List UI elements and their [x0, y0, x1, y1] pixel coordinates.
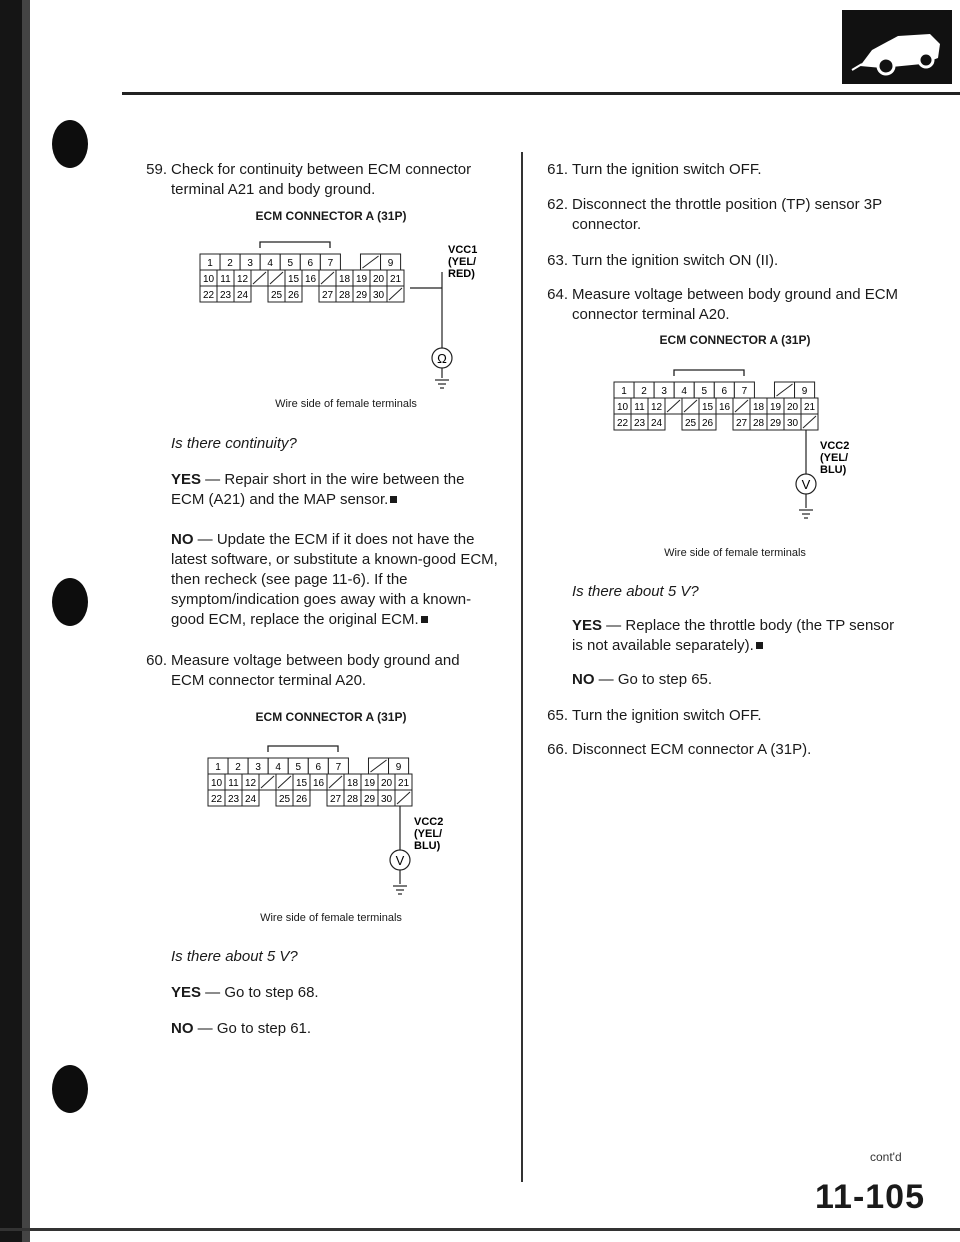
pin-number: 30	[372, 290, 385, 301]
pin-number: 5	[701, 386, 708, 397]
connector-lock-tab	[674, 370, 744, 376]
yes-branch: YES — Replace the throttle body (the TP sensor is not available separately).	[572, 617, 895, 654]
ecm-connector-diagram-a21	[190, 232, 480, 382]
wire-label-line1: VCC2	[820, 440, 850, 452]
pin-number: 15	[295, 778, 308, 789]
wire-label-line3: BLU)	[414, 840, 441, 852]
meter-symbol: V	[395, 853, 405, 868]
step-63	[547, 251, 912, 271]
punch-hole-middle	[52, 578, 88, 626]
page-number: 11-105	[815, 1178, 925, 1216]
pin-number: 10	[202, 274, 215, 285]
pin-number: 27	[735, 418, 748, 429]
pin-number: 9	[387, 258, 394, 269]
punch-hole-top	[52, 120, 88, 168]
figure-title: ECM CONNECTOR A (31P)	[255, 710, 407, 724]
connector-lock-tab	[260, 242, 330, 248]
section-car-icon	[842, 10, 952, 84]
pin-number: 23	[227, 794, 240, 805]
footer-rule	[0, 1228, 960, 1231]
pin-number: 24	[244, 794, 257, 805]
pin-number: 26	[701, 418, 714, 429]
yes-label: YES	[171, 471, 202, 488]
step-text: Check for continuity between ECM connector terminal A21 and body ground.	[171, 161, 472, 198]
yes-text: Replace the throttle body (the TP sensor is not available separately).	[572, 617, 895, 654]
pin-number: 7	[327, 258, 334, 269]
wire-label-line3: RED)	[448, 268, 475, 280]
end-mark-icon	[756, 642, 763, 649]
no-branch: NO — Update the ECM if it does not have the latest software, or substitute a known-good ECM, then recheck (see page 11-6). If the symptom/indication goes away with a known-good ECM, replace the original ECM.	[171, 531, 498, 628]
pin-number: 21	[389, 274, 402, 285]
pin-number: 4	[267, 258, 273, 269]
pin-number: 12	[650, 402, 663, 413]
no-text: Go to step 65.	[617, 671, 713, 688]
step-text: Disconnect ECM connector A (31P).	[572, 741, 812, 758]
pin-number: 3	[255, 762, 261, 773]
step-text: Disconnect the throttle position (TP) sensor 3P connector.	[572, 196, 882, 233]
yes-branch: YES — Repair short in the wire between the ECM (A21) and the MAP sensor.	[171, 471, 465, 508]
step-number: 59.	[146, 161, 167, 178]
no-text: Go to step 61.	[216, 1020, 312, 1037]
binder-strip	[22, 0, 30, 1242]
pin-number: 2	[227, 258, 233, 269]
pin-number: 25	[684, 418, 697, 429]
wire-label-line2: (YEL/	[414, 828, 443, 840]
figure-title: ECM CONNECTOR A (31P)	[659, 333, 811, 347]
ecm-connector-diagram-a20	[198, 738, 478, 888]
pin-number: 21	[803, 402, 816, 413]
figure-note: Wire side of female terminals	[664, 547, 806, 559]
end-mark-icon	[421, 616, 428, 623]
yes-label: YES	[572, 617, 603, 634]
step-number: 63.	[547, 252, 568, 269]
ground-symbol-icon	[432, 378, 452, 392]
pin-number: 24	[650, 418, 663, 429]
pin-number: 5	[295, 762, 302, 773]
pin-number: 26	[295, 794, 308, 805]
question-text: Is there about 5 V?	[171, 948, 298, 965]
pin-number: 11	[220, 274, 231, 285]
wire-label-line1: VCC2	[414, 816, 444, 828]
step-text: Measure voltage between body ground and ECM connector terminal A20.	[572, 286, 899, 323]
pin-number: 10	[616, 402, 629, 413]
ground-symbol-icon	[796, 508, 816, 522]
step-text: Measure voltage between body ground and ECM connector terminal A20.	[171, 652, 460, 689]
no-label: NO	[171, 531, 194, 548]
column-divider	[521, 152, 523, 1182]
step-text: Turn the ignition switch ON (II).	[572, 252, 779, 269]
pin-number: 18	[346, 778, 359, 789]
wire-label-line3: BLU)	[820, 464, 847, 476]
step-number: 61.	[547, 161, 568, 178]
pin-number: 4	[681, 386, 687, 397]
figure-note: Wire side of female terminals	[275, 398, 417, 410]
pin-number: 2	[641, 386, 647, 397]
pin-number: 30	[380, 794, 393, 805]
pin-number: 16	[718, 402, 731, 413]
pin-number: 18	[338, 274, 351, 285]
pin-number: 29	[769, 418, 782, 429]
no-text: Update the ECM if it does not have the latest software, or substitute a known-good ECM, then recheck (see page 11-6). If the symptom/indication goes away with a known-good ECM, replace the original ECM.	[171, 531, 498, 628]
pin-number: 11	[228, 778, 239, 789]
pin-number: 24	[236, 290, 249, 301]
pin-number: 6	[721, 386, 728, 397]
connector-lock-tab	[268, 746, 338, 752]
yes-text: Repair short in the wire between the ECM (A21) and the MAP sensor.	[171, 471, 465, 508]
step-number: 62.	[547, 196, 568, 213]
pin-number: 21	[397, 778, 410, 789]
yes-label: YES	[171, 984, 202, 1001]
step-65	[547, 706, 912, 726]
question-text: Is there continuity?	[171, 435, 297, 452]
yes-branch: YES — Go to step 68.	[171, 984, 319, 1001]
pin-number: 29	[363, 794, 376, 805]
pin-number: 16	[312, 778, 325, 789]
header-rule	[122, 92, 960, 95]
punch-hole-bottom	[52, 1065, 88, 1113]
pin-number: 20	[372, 274, 385, 285]
pin-number: 18	[752, 402, 765, 413]
no-label: NO	[572, 671, 595, 688]
pin-number: 23	[219, 290, 232, 301]
yes-text: Go to step 68.	[224, 984, 319, 1001]
continued-label: cont'd	[870, 1150, 902, 1164]
pin-number: 25	[270, 290, 283, 301]
pin-number: 28	[752, 418, 765, 429]
step-number: 66.	[547, 741, 568, 758]
pin-number: 28	[346, 794, 359, 805]
step-number: 60.	[146, 652, 167, 669]
pin-number: 12	[244, 778, 257, 789]
no-branch: NO — Go to step 65.	[572, 671, 713, 688]
question-text: Is there about 5 V?	[572, 583, 699, 600]
ecm-connector-diagram-tp	[604, 362, 884, 512]
connector-grid	[208, 746, 412, 806]
no-branch: NO — Go to step 61.	[171, 1020, 312, 1037]
pin-number: 1	[215, 762, 221, 773]
pin-number: 3	[661, 386, 667, 397]
pin-number: 2	[235, 762, 241, 773]
step-text: Turn the ignition switch OFF.	[572, 161, 762, 178]
wire-label-line2: (YEL/	[820, 452, 849, 464]
step-60	[146, 651, 496, 691]
pin-number: 22	[202, 290, 215, 301]
pin-number: 16	[304, 274, 317, 285]
pin-number: 5	[287, 258, 294, 269]
step-64	[547, 285, 912, 325]
meter-symbol: Ω	[437, 351, 447, 366]
pin-number: 6	[307, 258, 314, 269]
pin-number: 9	[801, 386, 808, 397]
pin-number: 22	[210, 794, 223, 805]
ground-symbol-icon	[390, 884, 410, 898]
connector-grid	[614, 370, 818, 430]
wire-label-line1: VCC1	[448, 244, 478, 256]
wire-label-line2: (YEL/	[448, 256, 477, 268]
figure-title: ECM CONNECTOR A (31P)	[255, 209, 407, 223]
pin-number: 7	[741, 386, 748, 397]
pin-number: 9	[395, 762, 402, 773]
binder-edge	[0, 0, 22, 1242]
pin-number: 11	[634, 402, 645, 413]
pin-number: 19	[769, 402, 782, 413]
pin-number: 20	[786, 402, 799, 413]
step-62	[547, 195, 912, 235]
pin-number: 15	[701, 402, 714, 413]
pin-number: 28	[338, 290, 351, 301]
step-text: Turn the ignition switch OFF.	[572, 707, 762, 724]
pin-number: 19	[363, 778, 376, 789]
pin-number: 27	[329, 794, 342, 805]
pin-number: 23	[633, 418, 646, 429]
step-59	[146, 160, 496, 200]
pin-number: 19	[355, 274, 368, 285]
pin-number: 1	[621, 386, 627, 397]
pin-number: 30	[786, 418, 799, 429]
pin-number: 22	[616, 418, 629, 429]
pin-number: 29	[355, 290, 368, 301]
pin-number: 4	[275, 762, 281, 773]
end-mark-icon	[390, 496, 397, 503]
pin-number: 1	[207, 258, 213, 269]
pin-number: 10	[210, 778, 223, 789]
pin-number: 25	[278, 794, 291, 805]
pin-number: 7	[335, 762, 342, 773]
pin-number: 15	[287, 274, 300, 285]
step-66	[547, 740, 912, 760]
figure-note: Wire side of female terminals	[260, 912, 402, 924]
no-label: NO	[171, 1020, 194, 1037]
connector-grid	[200, 242, 404, 302]
pin-number: 20	[380, 778, 393, 789]
pin-number: 27	[321, 290, 334, 301]
pin-number: 26	[287, 290, 300, 301]
step-number: 64.	[547, 286, 568, 303]
pin-number: 12	[236, 274, 249, 285]
meter-symbol: V	[801, 477, 811, 492]
pin-number: 3	[247, 258, 253, 269]
step-61	[547, 160, 912, 180]
step-number: 65.	[547, 707, 568, 724]
pin-number: 6	[315, 762, 322, 773]
